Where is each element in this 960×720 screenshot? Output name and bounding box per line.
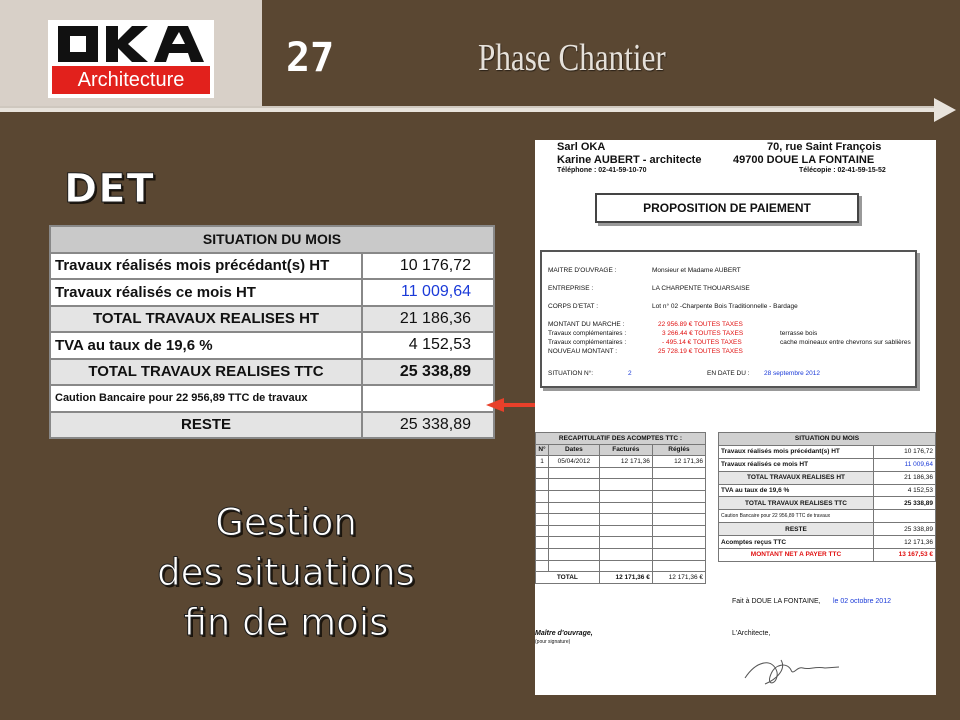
recap-header: Réglés [652, 444, 705, 456]
table-row [536, 502, 706, 514]
oka-logo-letters [54, 22, 208, 66]
small-sit-label: TOTAL TRAVAUX REALISES HT [719, 471, 874, 484]
situation-table [49, 225, 495, 439]
small-sit-label: TOTAL TRAVAUX REALISES TTC [719, 497, 874, 510]
date-value: 28 septembre 2012 [764, 370, 821, 377]
situation-no-label: SITUATION N°: [548, 370, 594, 377]
row-label: Travaux réalisés ce mois HT [50, 279, 362, 306]
small-sit-value: 12 171,36 [874, 536, 936, 549]
fait-le: le 02 octobre 2012 [833, 598, 891, 605]
row-label: RESTE [50, 412, 362, 439]
date-label: EN DATE DU : [707, 370, 750, 377]
table-row [536, 467, 706, 479]
phase-title: Phase Chantier [478, 37, 666, 79]
marche-value: 22 956.89 € TOUTES TAXES [658, 321, 743, 328]
logo-architecture-text: Architecture [52, 66, 210, 94]
det-label: DET [64, 166, 155, 212]
recap-total-label: TOTAL [536, 572, 600, 584]
small-sit-label: RESTE [719, 523, 874, 536]
corps-value: Lot n° 02 -Charpente Bois Traditionnelle - Bardage [652, 303, 798, 310]
gestion-line: des situations [157, 551, 415, 594]
row-value: 4 152,53 [362, 332, 494, 359]
nouveau-label: NOUVEAU MONTANT : [548, 348, 618, 355]
fait-a: Fait à DOUE LA FONTAINE, [732, 598, 821, 605]
table-row [536, 537, 706, 549]
comp1-label: Travaux complémentaires : [548, 330, 627, 337]
doc-address1: 70, rue Saint François [767, 141, 882, 153]
small-sit-value: 11 009,64 [874, 458, 936, 471]
recap-cell: 12 171,36 [652, 456, 705, 468]
small-sit-label: TVA au taux de 19,6 % [719, 484, 874, 497]
signature-icon [735, 652, 845, 692]
maitre-value: Monsieur et Madame AUBERT [652, 267, 741, 274]
row-value: 21 186,36 [362, 306, 494, 333]
oka-logo [48, 20, 214, 98]
row-label: TOTAL TRAVAUX REALISES HT [50, 306, 362, 333]
recap-header: N° [536, 444, 549, 456]
recap-table [535, 432, 706, 584]
comp1-note: terrasse bois [780, 330, 818, 337]
comp2-note: cache moineaux entre chevrons sur sablières [780, 339, 911, 346]
row-label: Travaux réalisés mois précédant(s) HT [50, 253, 362, 280]
small-sit-value: 25 338,89 [874, 523, 936, 536]
small-sit-value: 21 186,36 [874, 471, 936, 484]
proposition-title: PROPOSITION DE PAIEMENT [595, 193, 859, 223]
gestion-line: Gestion [215, 501, 357, 544]
row-value: 25 338,89 [362, 359, 494, 386]
small-sit-value: 25 338,89 [874, 497, 936, 510]
small-sit-label: Acomptes reçus TTC [719, 536, 874, 549]
comp2-value: - 495.14 € TOUTES TAXES [662, 339, 742, 346]
row-value [362, 385, 494, 412]
doc-phone: Téléphone : 02-41-59-10-70 [557, 167, 647, 174]
entreprise-value: LA CHARPENTE THOUARSAISE [652, 285, 750, 292]
pour-signature: (pour signature) [535, 639, 571, 645]
payment-document [535, 140, 936, 695]
doc-architect: Karine AUBERT - architecte [557, 154, 702, 166]
situation-no-value: 2 [628, 370, 632, 377]
logo-panel [0, 0, 262, 108]
table-row [536, 548, 706, 560]
header-divider [0, 106, 940, 112]
marche-label: MONTANT DU MARCHE : [548, 321, 625, 328]
small-sit-value: 10 176,72 [874, 445, 936, 458]
doc-address2: 49700 DOUE LA FONTAINE [733, 154, 875, 166]
table-row [536, 514, 706, 526]
maitre-label: MAITRE D'OUVRAGE : [548, 267, 617, 274]
recap-cell: 05/04/2012 [549, 456, 600, 468]
recap-cell: 1 [536, 456, 549, 468]
small-sit-label: MONTANT NET A PAYER TTC [719, 549, 874, 562]
comp2-label: Travaux complémentaires : [548, 339, 627, 346]
table-row [536, 490, 706, 502]
gestion-caption [128, 498, 444, 648]
maitre-signature-label: Maître d'ouvrage, [535, 630, 593, 637]
small-sit-value: 13 167,53 € [874, 549, 936, 562]
small-situation-table [718, 432, 936, 562]
recap-total-regle: 12 171,36 € [652, 572, 705, 584]
architecte-signature-label: L'Architecte, [732, 630, 771, 637]
recap-total-facture: 12 171,36 € [599, 572, 652, 584]
row-label: TVA au taux de 19,6 % [50, 332, 362, 359]
nouveau-value: 25 728.19 € TOUTES TAXES [658, 348, 743, 355]
recap-header: Dates [549, 444, 600, 456]
small-sit-label: Caution Bancaire pour 22 956,89 TTC de travaux [719, 510, 874, 523]
table-row [536, 479, 706, 491]
row-value: 25 338,89 [362, 412, 494, 439]
recap-header: Facturés [599, 444, 652, 456]
small-sit-label: Travaux réalisés ce mois HT [719, 458, 874, 471]
table-row [536, 525, 706, 537]
comp1-value: 3 266.44 € TOUTES TAXES [662, 330, 744, 337]
recap-cell: 12 171,36 [599, 456, 652, 468]
row-label: TOTAL TRAVAUX REALISES TTC [50, 359, 362, 386]
situation-title: SITUATION DU MOIS [50, 226, 494, 253]
small-sit-label: Travaux réalisés mois précédant(s) HT [719, 445, 874, 458]
gestion-line: fin de mois [183, 601, 389, 644]
doc-company: Sarl OKA [557, 141, 606, 153]
recap-title: RECAPITULATIF DES ACOMPTES TTC : [536, 433, 706, 445]
table-row [536, 560, 706, 572]
entreprise-label: ENTREPRISE : [548, 285, 594, 292]
row-value: 10 176,72 [362, 253, 494, 280]
small-sit-value [874, 510, 936, 523]
divider-arrow-icon [934, 98, 956, 122]
corps-label: CORPS D'ETAT : [548, 303, 598, 310]
row-value: 11 009,64 [362, 279, 494, 306]
small-sit-value: 4 152,53 [874, 484, 936, 497]
info-box [540, 250, 917, 388]
doc-fax: Télécopie : 02-41-59-15-52 [799, 167, 886, 174]
row-label: Caution Bancaire pour 22 956,89 TTC de travaux [50, 385, 362, 412]
small-sit-title: SITUATION DU MOIS [719, 433, 936, 446]
slide-number: 27 [286, 35, 335, 81]
